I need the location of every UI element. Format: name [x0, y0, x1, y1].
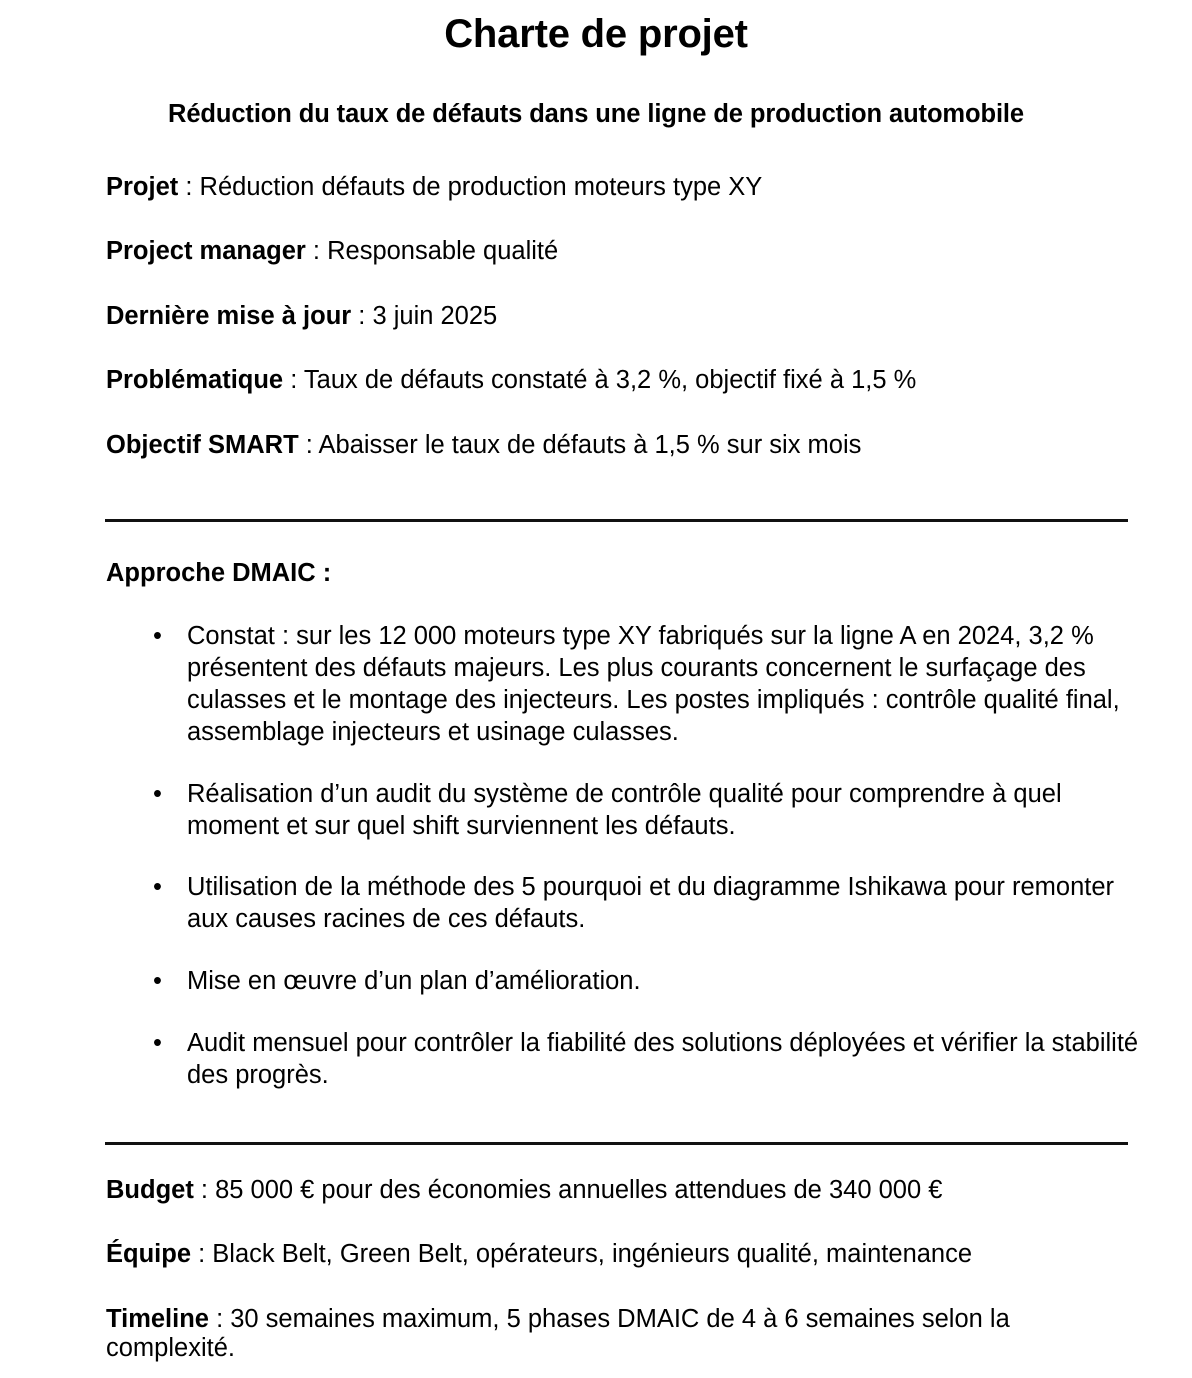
list-item	[0, 872, 1192, 936]
list-item	[0, 1028, 1192, 1092]
footer-fields-section	[0, 1145, 1192, 1362]
field-row-timeline	[0, 1305, 1192, 1362]
field-value-derniere-mise-a-jour: : 3 juin 2025	[351, 301, 498, 330]
field-label-derniere-mise-a-jour: Dernière mise à jour	[106, 301, 352, 330]
bullet-icon: •	[153, 622, 162, 651]
field-value-problematique: : Taux de défauts constaté à 3,2 %, objectif fixé à 1,5 %	[283, 366, 917, 395]
bullet-icon: •	[153, 967, 162, 996]
field-label-problematique: Problématique	[106, 366, 284, 395]
field-label-project-manager: Project manager	[106, 237, 306, 266]
field-value-timeline: : 30 semaines maximum, 5 phases DMAIC de 4 à 6 semaines selon la complexité.	[106, 1304, 1010, 1362]
field-row-project-manager	[0, 237, 1192, 266]
field-label-budget: Budget	[106, 1175, 194, 1204]
list-item-text: Utilisation de la méthode des 5 pourquoi et du diagramme Ishikawa pour remonter aux causes racines de ces défauts.	[187, 873, 1115, 934]
field-value-objectif-smart: : Abaisser le taux de défauts à 1,5 % sur six mois	[298, 430, 862, 459]
section-heading-dmaic: Approche DMAIC :	[106, 559, 332, 588]
bullet-icon: •	[153, 873, 162, 902]
field-row-derniere-mise-a-jour	[0, 302, 1192, 331]
field-row-budget	[0, 1176, 1192, 1205]
list-item	[0, 621, 1192, 749]
list-item-text: Réalisation d’un audit du système de contrôle qualité pour comprendre à quel moment et sur quel shift surviennent les défauts.	[187, 779, 1062, 840]
bullet-icon: •	[153, 1029, 162, 1058]
list-item	[0, 966, 1192, 998]
field-value-project-manager: : Responsable qualité	[305, 237, 559, 266]
field-label-objectif-smart: Objectif SMART	[106, 430, 299, 459]
field-label-projet: Projet	[106, 172, 179, 201]
list-item-text: Audit mensuel pour contrôler la fiabilité des solutions déployées et vérifier la stabilité des progrès.	[187, 1029, 1139, 1089]
field-label-equipe: Équipe	[106, 1240, 192, 1269]
list-item-text: Mise en œuvre d’un plan d’amélioration.	[187, 967, 641, 996]
bullet-icon: •	[153, 779, 162, 808]
field-row-problematique	[0, 366, 1192, 395]
field-row-projet	[0, 128, 1192, 202]
field-label-timeline: Timeline	[106, 1304, 209, 1333]
list-item-text: Constat : sur les 12 000 moteurs type XY fabriqués sur la ligne A en 2024, 3,2 % présentent des défauts majeurs. Les plus courants concernent le surfaçage des culasses et le montage des injecteurs. Les postes impliqués : contrôle qualité final, assemblage injecteurs et usinage culasses.	[187, 622, 1120, 746]
list-item	[0, 779, 1192, 843]
field-value-equipe: : Black Belt, Green Belt, opérateurs, ingénieurs qualité, maintenance	[191, 1240, 973, 1269]
dmaic-bullet-list	[0, 588, 1192, 1092]
header-fields-section	[0, 128, 1192, 460]
field-value-projet: : Réduction défauts de production moteurs type XY	[178, 172, 763, 201]
field-value-budget: : 85 000 € pour des économies annuelles attendues de 340 000 €	[193, 1175, 943, 1204]
page-title: Charte de projet	[444, 12, 748, 56]
field-row-equipe	[0, 1240, 1192, 1269]
field-row-objectif-smart	[0, 431, 1192, 460]
page-subtitle: Réduction du taux de défauts dans une ligne de production automobile	[168, 100, 1024, 128]
